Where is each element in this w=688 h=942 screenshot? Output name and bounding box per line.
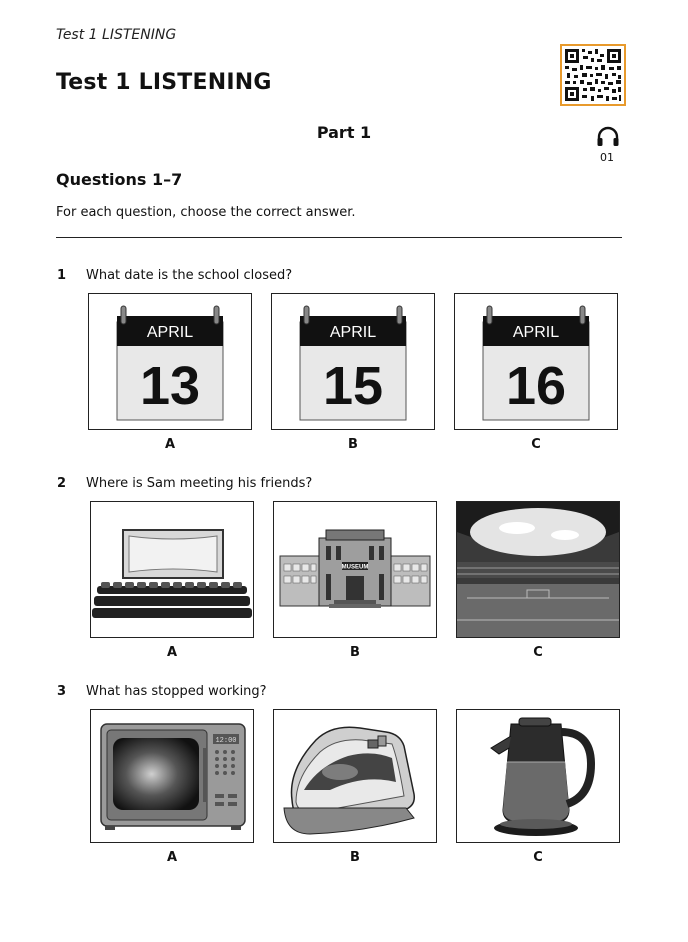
question-text: What date is the school closed? [86, 268, 293, 283]
option-c-stadium-image[interactable] [456, 501, 620, 638]
calendar-day: 13 [139, 356, 201, 416]
option-a-microwave-image[interactable] [90, 709, 254, 843]
question-number: 3 [57, 684, 67, 699]
page-title: Test 1 LISTENING [56, 70, 272, 95]
option-b-iron-image[interactable] [273, 709, 437, 843]
option-a-cinema-image[interactable] [90, 501, 254, 638]
microwave-display: 12:00 [215, 737, 237, 745]
option-c-kettle-image[interactable] [456, 709, 620, 843]
option-label: B [348, 437, 358, 452]
option-label: A [164, 437, 176, 452]
question-number: 2 [57, 476, 67, 491]
qr-code-icon[interactable] [560, 44, 626, 106]
calendar-day: 16 [505, 356, 567, 416]
audio-track-number: 01 [600, 151, 614, 164]
option-label: B [350, 850, 360, 865]
calendar-month: APRIL [512, 324, 560, 341]
option-label: A [166, 645, 178, 660]
option-label: C [533, 645, 543, 660]
option-b-calendar[interactable] [271, 293, 435, 430]
question-number: 1 [57, 268, 67, 283]
headphones-icon[interactable] [596, 126, 620, 148]
calendar-month: APRIL [329, 324, 377, 341]
instruction-text: For each question, choose the correct answer. [56, 205, 356, 220]
question-text: What has stopped working? [86, 684, 267, 699]
museum-sign: MUSEUM [341, 564, 369, 571]
option-label: C [531, 437, 541, 452]
question-text: Where is Sam meeting his friends? [86, 476, 313, 491]
option-c-calendar[interactable] [454, 293, 618, 430]
option-label: B [350, 645, 360, 660]
option-label: A [166, 850, 178, 865]
option-a-calendar[interactable] [88, 293, 252, 430]
option-b-museum-image[interactable] [273, 501, 437, 638]
option-label: C [533, 850, 543, 865]
calendar-day: 15 [322, 356, 384, 416]
divider [56, 237, 622, 238]
running-head: Test 1 LISTENING [56, 27, 177, 43]
questions-heading: Questions 1–7 [56, 170, 183, 189]
part-heading: Part 1 [316, 123, 372, 142]
calendar-month: APRIL [146, 324, 194, 341]
